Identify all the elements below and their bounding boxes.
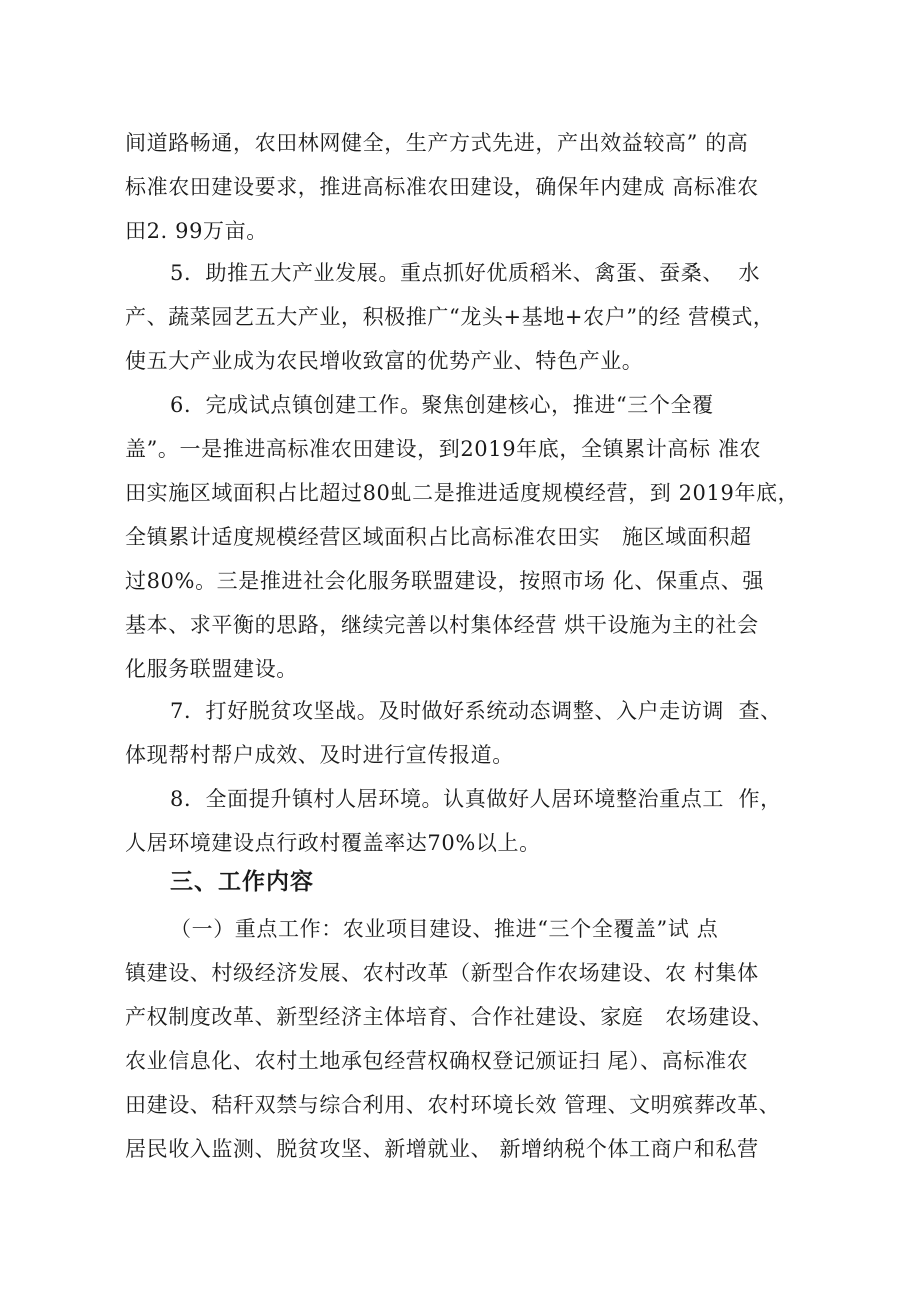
key-work-line-4: 农业信息化、农村土地承包经营权确权登记颁证扫 尾）、高标准农 [125, 1049, 749, 1073]
key-work-line-2: 镇建设、村级经济发展、农村改革（新型合作农场建设、农 村集体 [125, 961, 759, 985]
item-7-line-2: 体现帮村帮户成效、及时进行宣传报道。 [125, 743, 514, 767]
key-work-line-6: 居民收入监测、脱贫攻坚、新增就业、 新增纳税个体工商户和私营 [125, 1137, 759, 1161]
text-line-3: 田2. 99万亩。 [125, 219, 268, 243]
key-work-line-1: （一）重点工作：农业项目建设、推进“三个全覆盖”试 点 [170, 917, 719, 941]
item-6-line-7: 化服务联盟建设。 [125, 657, 298, 681]
section-heading: 三、工作内容 [170, 869, 314, 895]
item-6-line-5: 过80%。三是推进社会化服务联盟建设，按照市场 化、保重点、强 [125, 569, 764, 593]
item-6-line-1: 6．完成试点镇创建工作。聚焦创建核心，推进“三个全覆 [170, 393, 714, 417]
item-6-line-4: 全镇累计适度规模经营区域面积占比高标准农田实 施区域面积超 [125, 525, 752, 549]
item-5-line-3: 使五大产业成为农民增收致富的优势产业、特色产业。 [125, 349, 644, 373]
item-5-line-2: 产、蔬菜园艺五大产业，积极推广“龙头+基地+农户”的经 营模式， [125, 305, 775, 329]
text-line-2: 标准农田建设要求，推进高标准农田建设，确保年内建成 高标准农 [125, 175, 759, 199]
item-6-line-6: 基本、求平衡的思路，继续完善以村集体经营 烘干设施为主的社会 [125, 613, 759, 637]
item-5-line-1: 5．助推五大产业发展。重点抓好优质稻米、禽蛋、蚕桑、 水 [170, 261, 761, 285]
key-work-line-3: 产权制度改革、新型经济主体培育、合作社建设、家庭 农场建设、 [125, 1005, 774, 1029]
item-8-line-2: 人居环境建设点行政村覆盖率达70%以上。 [125, 831, 541, 855]
text-line-1: 间道路畅通，农田林网健全，生产方式先进，产出效益较高” 的高 [125, 131, 749, 155]
item-6-line-2: 盖”。一是推进高标准农田建设，到2019年底，全镇累计高标 准农 [125, 437, 762, 461]
item-7-line-1: 7．打好脱贫攻坚战。及时做好系统动态调整、入户走访调 查、 [170, 699, 782, 723]
item-8-line-1: 8．全面提升镇村人居环境。认真做好人居环境整治重点工 作， [170, 787, 782, 811]
item-6-line-3: 田实施区域面积占比超过80虬二是推进适度规模经营，到 2019年底， [125, 481, 800, 505]
key-work-line-5: 田建设、秸秆双禁与综合利用、农村环境长效 管理、文明殡葬改革、 [125, 1093, 781, 1117]
